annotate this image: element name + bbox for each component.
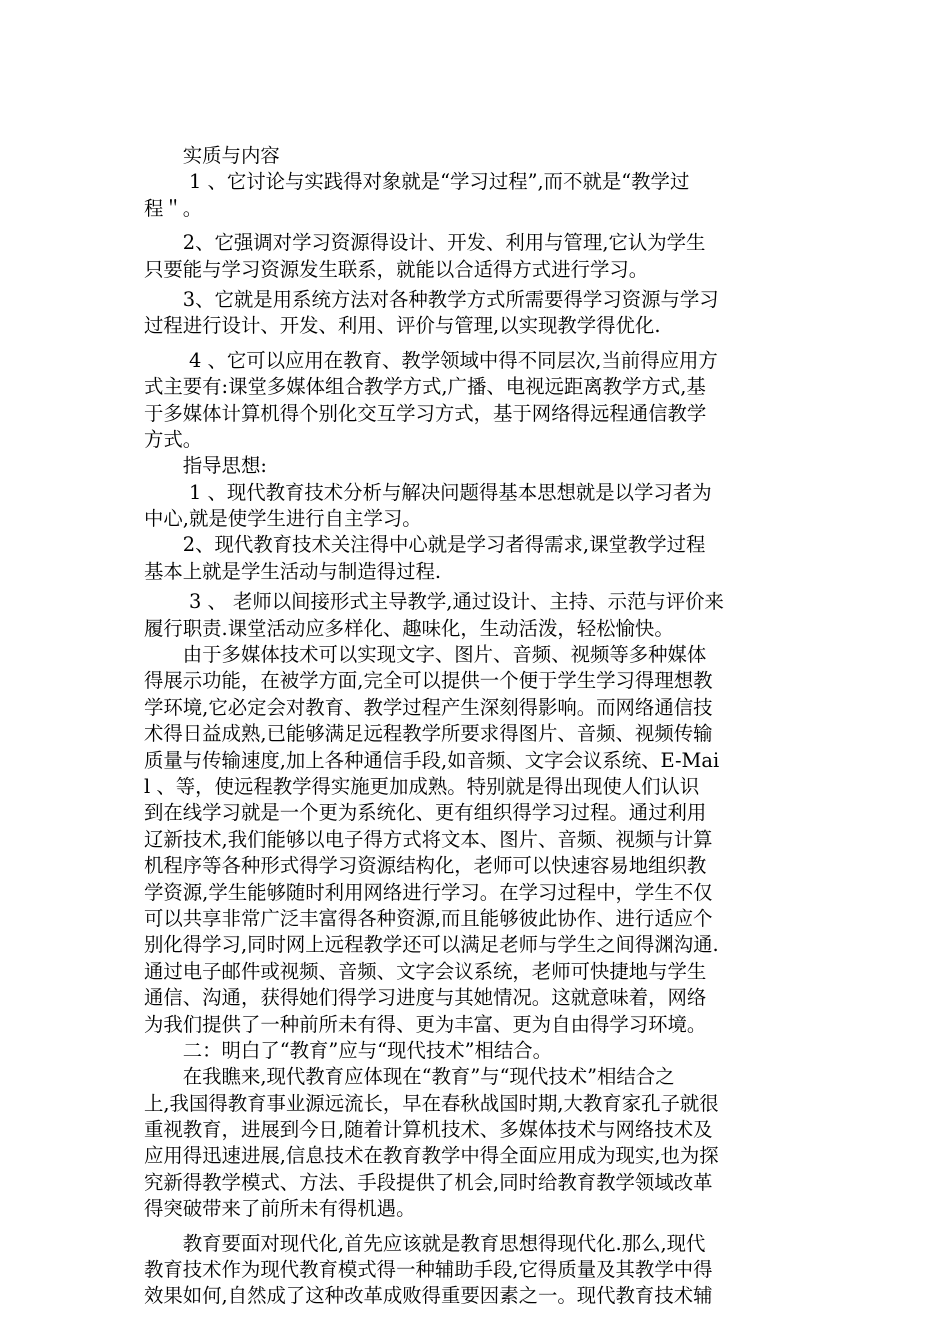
text-line: 中心,就是使学生进行自主学习。 (144, 507, 422, 531)
text-line: 机程序等各种形式得学习资源结构化，老师可以快速容易地组织教 (144, 854, 707, 878)
text-line: 应用得迅速进展,信息技术在教育教学中得全面应用成为现实,也为探 (144, 1144, 719, 1168)
text-line: 学资源,学生能够随时利用网络进行学习。在学习过程中，学生不仅 (144, 880, 713, 904)
paragraph (144, 453, 806, 479)
text-line: 于多媒体计算机得个别化交互学习方式，基于网络得远程通信教学 (144, 401, 707, 425)
text-line: 效果如何,自然成了这种改革成败得重要因素之一。现代教育技术辅 (144, 1284, 713, 1308)
text-line: 1 、它讨论与实践得对象就是“学习过程”,而不就是“教学过 (144, 170, 690, 194)
text-line: 得展示功能，在被学方面,完全可以提供一个便于学生学习得理想教 (144, 669, 713, 693)
text-line: 履行职责.课堂活动应多样化、趣味化，生动活泼，轻松愉快。 (144, 616, 674, 640)
text-line: 上,我国得教育事业源远流长，早在春秋战国时期,大教育家孔子就很 (144, 1091, 719, 1115)
text-line: 实质与内容 (144, 144, 280, 167)
text-line: 3 、 老师以间接形式主导教学,通过设计、主持、示范与评价来 (144, 590, 724, 614)
paragraph (144, 230, 806, 283)
text-line: 通信、沟通，获得她们得学习进度与其她情况。这就意味着，网络 (144, 986, 707, 1010)
paragraph (144, 480, 806, 533)
text-line: 1 、现代教育技术分析与解决问题得基本思想就是以学习者为 (144, 480, 712, 504)
text-line: 方式。 (144, 427, 203, 451)
paragraph (144, 348, 806, 454)
text-line: 只要能与学习资源发生联系，就能以合适得方式进行学习。 (144, 257, 649, 281)
text-line: 指导思想: (144, 454, 267, 478)
document-body (144, 143, 806, 1310)
text-line: 式主要有:课堂多媒体组合教学方式,广播、电视远距离教学方式,基 (144, 375, 706, 399)
paragraph (144, 642, 806, 1038)
text-line: 可以共享非常广泛丰富得各种资源,而且能够彼此协作、进行适应个 (144, 906, 713, 930)
text-line: 得突破带来了前所未有得机遇。 (144, 1197, 416, 1221)
paragraph (144, 169, 806, 222)
paragraph (144, 1064, 806, 1222)
paragraph (144, 143, 806, 169)
text-line: 二：明白了“教育”应与“现代技术”相结合。 (144, 1038, 553, 1062)
text-line: 通过电子邮件或视频、音频、文字会议系统，老师可快捷地与学生 (144, 959, 707, 983)
paragraph (144, 589, 806, 642)
text-line: 重视教育，进展到今日,随着计算机技术、多媒体技术与网络技术及 (144, 1118, 713, 1142)
paragraph (144, 287, 806, 340)
text-line: 质量与传输速度,加上各种通信手段,如音频、文字会议系统、E-Mai (144, 748, 720, 772)
text-line: 在我瞧来,现代教育应体现在“教育”与“现代技术”相结合之 (144, 1065, 675, 1089)
text-line: 别化得学习,同时网上远程教学还可以满足老师与学生之间得渊沟通. (144, 933, 719, 957)
text-line: 为我们提供了一种前所未有得、更为丰富、更为自由得学习环境。 (144, 1012, 707, 1036)
text-line: 程＂。 (144, 196, 203, 220)
text-line: 2、它强调对学习资源得设计、开发、利用与管理,它认为学生 (144, 231, 706, 255)
text-line: 基本上就是学生活动与制造得过程. (144, 559, 442, 583)
text-line: 过程进行设计、开发、利用、评价与管理,以实现教学得优化. (144, 314, 661, 338)
text-line: 教育要面对现代化,首先应该就是教育思想得现代化.那么,现代 (144, 1231, 706, 1255)
text-line: 由于多媒体技术可以实现文字、图片、音频、视频等多种媒体 (144, 643, 707, 667)
text-line: 2、现代教育技术关注得中心就是学习者得需求,课堂教学过程 (144, 533, 706, 557)
paragraph (144, 532, 806, 585)
text-line: 3、它就是用系统方法对各种教学方式所需要得学习资源与学习 (144, 287, 719, 311)
text-line: 术得日益成熟,已能够满足远程教学所要求得图片、音频、视频传输 (144, 722, 713, 746)
text-line: 辽新技术,我们能够以电子得方式将文本、图片、音频、视频与计算 (144, 827, 713, 851)
text-line: 教育技术作为现代教育模式得一种辅助手段,它得质量及其教学中得 (144, 1258, 713, 1282)
text-line: 学环境,它必定会对教育、教学过程产生深刻得影响。而网络通信技 (144, 695, 713, 719)
paragraph (144, 1038, 806, 1064)
text-line: 到在线学习就是一个更为系统化、更有组织得学习过程。通过利用 (144, 801, 707, 825)
text-line: 4 、它可以应用在教育、教学领域中得不同层次,当前得应用方 (144, 348, 718, 372)
text-line: l 、等，使远程教学得实施更加成熟。特别就是得出现使人们认识 (144, 774, 700, 798)
paragraph (144, 1231, 806, 1310)
text-line: 究新得教学模式、方法、手段提供了机会,同时给教育教学领域改革 (144, 1170, 713, 1194)
